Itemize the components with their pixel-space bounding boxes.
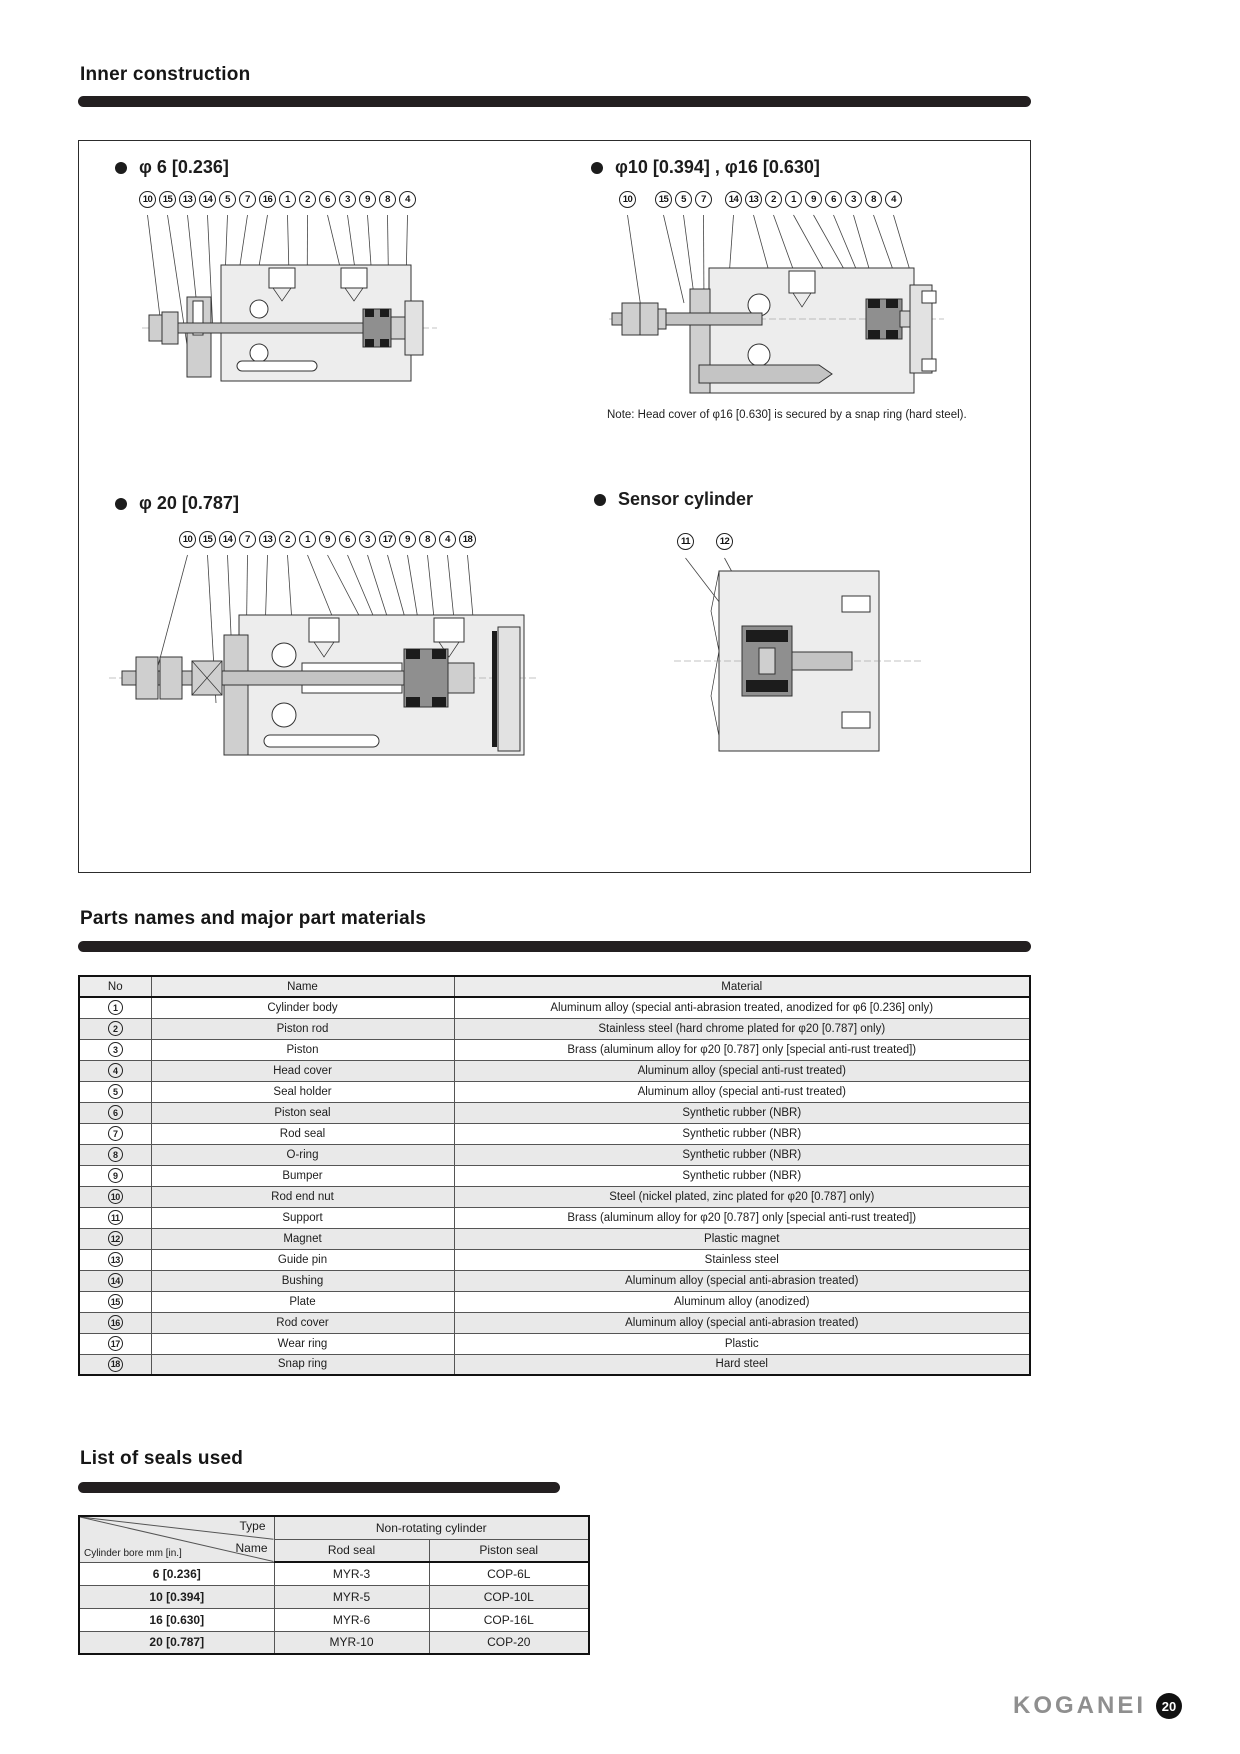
rod-seal-value: MYR-3 xyxy=(274,1562,429,1585)
callout-number: 15 xyxy=(655,191,672,208)
rod-seal-value: MYR-10 xyxy=(274,1631,429,1654)
callout-number: 4 xyxy=(439,531,456,548)
part-material: Synthetic rubber (NBR) xyxy=(454,1123,1030,1144)
part-number-cell xyxy=(79,1228,151,1249)
piston-seal-value: COP-6L xyxy=(429,1562,589,1585)
piston-seal-value: COP-10L xyxy=(429,1585,589,1608)
part-number: 7 xyxy=(108,1126,123,1141)
part-number: 16 xyxy=(108,1315,123,1330)
callout-number: 9 xyxy=(805,191,822,208)
callout-number: 18 xyxy=(459,531,476,548)
callout-number: 5 xyxy=(219,191,236,208)
callout-number: 14 xyxy=(219,531,236,548)
part-material: Aluminum alloy (special anti-rust treated) xyxy=(454,1081,1030,1102)
parts-table-header-row xyxy=(79,976,1030,997)
callout-number: 15 xyxy=(199,531,216,548)
callout-number: 10 xyxy=(619,191,636,208)
page-footer xyxy=(1013,1692,1182,1720)
table-row xyxy=(79,1123,1030,1144)
table-row xyxy=(79,1060,1030,1081)
inner-construction-box xyxy=(78,140,1031,873)
part-material: Plastic magnet xyxy=(454,1228,1030,1249)
callout-number: 10 xyxy=(179,531,196,548)
table-row xyxy=(79,1291,1030,1312)
part-number: 4 xyxy=(108,1063,123,1078)
callout-number: 13 xyxy=(259,531,276,548)
part-number-cell xyxy=(79,1144,151,1165)
part-name: Piston seal xyxy=(151,1102,454,1123)
part-number-cell xyxy=(79,1249,151,1270)
table-row xyxy=(79,1562,589,1585)
diagram-label-text: φ 20 [0.787] xyxy=(139,493,239,513)
callout-number: 4 xyxy=(399,191,416,208)
part-number: 12 xyxy=(108,1231,123,1246)
part-name: Bushing xyxy=(151,1270,454,1291)
callout-number: 1 xyxy=(299,531,316,548)
table-row xyxy=(79,1228,1030,1249)
part-name: Cylinder body xyxy=(151,997,454,1018)
part-number: 2 xyxy=(108,1021,123,1036)
table-row xyxy=(79,1186,1030,1207)
callout-row-sensor xyxy=(677,533,733,550)
callout-number: 8 xyxy=(865,191,882,208)
bullet-icon xyxy=(115,498,127,510)
part-number: 9 xyxy=(108,1168,123,1183)
callout-number: 9 xyxy=(399,531,416,548)
callout-number: 13 xyxy=(179,191,196,208)
column-header-name: Name xyxy=(151,976,454,997)
bullet-icon xyxy=(115,162,127,174)
cylinder-cross-section-phi20 xyxy=(104,553,544,783)
part-name: Magnet xyxy=(151,1228,454,1249)
callout-number: 2 xyxy=(299,191,316,208)
callout-number: 14 xyxy=(199,191,216,208)
parts-table-body xyxy=(79,997,1030,1375)
callout-number: 9 xyxy=(319,531,336,548)
seals-header-row-1 xyxy=(79,1516,589,1539)
callout-number: 3 xyxy=(359,531,376,548)
seals-table-body xyxy=(79,1562,589,1654)
part-name: Piston rod xyxy=(151,1018,454,1039)
part-material: Synthetic rubber (NBR) xyxy=(454,1102,1030,1123)
part-material: Aluminum alloy (special anti-rust treated) xyxy=(454,1060,1030,1081)
part-material: Synthetic rubber (NBR) xyxy=(454,1165,1030,1186)
part-number: 10 xyxy=(108,1189,123,1204)
cylinder-cross-section-phi6 xyxy=(137,213,442,393)
callout-number: 15 xyxy=(159,191,176,208)
rod-seal-value: MYR-6 xyxy=(274,1608,429,1631)
column-header-no: No xyxy=(79,976,151,997)
part-number-cell xyxy=(79,1039,151,1060)
piston-seal-value: COP-20 xyxy=(429,1631,589,1654)
table-row xyxy=(79,1585,589,1608)
callout-number: 4 xyxy=(885,191,902,208)
callout-number: 7 xyxy=(239,531,256,548)
diagram-label-text: φ 6 [0.236] xyxy=(139,157,229,177)
table-row xyxy=(79,1354,1030,1375)
table-row xyxy=(79,1165,1030,1186)
parts-section-title: Parts names and major part materials xyxy=(80,908,427,929)
table-row xyxy=(79,1631,589,1654)
part-material: Aluminum alloy (special anti-abrasion treated) xyxy=(454,1312,1030,1333)
part-material: Stainless steel xyxy=(454,1249,1030,1270)
callout-number: 17 xyxy=(379,531,396,548)
part-name: Rod cover xyxy=(151,1312,454,1333)
part-number-cell xyxy=(79,1333,151,1354)
part-name: O-ring xyxy=(151,1144,454,1165)
part-name: Plate xyxy=(151,1291,454,1312)
table-row xyxy=(79,1249,1030,1270)
part-name: Piston xyxy=(151,1039,454,1060)
part-number-cell xyxy=(79,1102,151,1123)
part-material: Aluminum alloy (anodized) xyxy=(454,1291,1030,1312)
cylinder-bore: 6 [0.236] xyxy=(79,1562,274,1585)
callout-number: 3 xyxy=(845,191,862,208)
table-row xyxy=(79,1207,1030,1228)
callout-number: 1 xyxy=(279,191,296,208)
callout-row-phi6 xyxy=(139,191,416,208)
part-number: 8 xyxy=(108,1147,123,1162)
callout-number: 1 xyxy=(785,191,802,208)
rod-seal-value: MYR-5 xyxy=(274,1585,429,1608)
part-name: Guide pin xyxy=(151,1249,454,1270)
part-number-cell xyxy=(79,1165,151,1186)
koganei-logo: KOGANEI xyxy=(1012,1692,1146,1719)
callout-number: 9 xyxy=(359,191,376,208)
section-rule xyxy=(78,1482,560,1493)
callout-number: 6 xyxy=(825,191,842,208)
part-number: 11 xyxy=(108,1210,123,1225)
group-header-non-rotating: Non-rotating cylinder xyxy=(274,1516,589,1539)
callout-number: 2 xyxy=(279,531,296,548)
part-number: 3 xyxy=(108,1042,123,1057)
corner-name-label: Name xyxy=(235,1541,268,1555)
part-name: Rod end nut xyxy=(151,1186,454,1207)
section-rule xyxy=(78,96,1031,107)
part-number-cell xyxy=(79,997,151,1018)
part-number-cell xyxy=(79,1270,151,1291)
part-number: 6 xyxy=(108,1105,123,1120)
callout-number: 13 xyxy=(745,191,762,208)
callout-number: 7 xyxy=(239,191,256,208)
cylinder-cross-section-phi10-16 xyxy=(604,213,949,408)
callout-row-phi10-16 xyxy=(619,191,902,208)
part-material: Aluminum alloy (special anti-abrasion treated, anodized for φ6 [0.236] only) xyxy=(454,997,1030,1018)
head-cover-note: Note: Head cover of φ16 [0.630] is secured by a snap ring (hard steel). xyxy=(607,409,967,421)
part-name: Support xyxy=(151,1207,454,1228)
part-name: Head cover xyxy=(151,1060,454,1081)
part-material: Aluminum alloy (special anti-abrasion treated) xyxy=(454,1270,1030,1291)
table-row xyxy=(79,1270,1030,1291)
part-name: Snap ring xyxy=(151,1354,454,1375)
table-row xyxy=(79,1102,1030,1123)
part-number-cell xyxy=(79,1060,151,1081)
column-header-rod-seal: Rod seal xyxy=(274,1539,429,1562)
table-row xyxy=(79,1608,589,1631)
part-material: Steel (nickel plated, zinc plated for φ20 [0.787] only) xyxy=(454,1186,1030,1207)
table-row xyxy=(79,1018,1030,1039)
table-row xyxy=(79,1312,1030,1333)
column-header-piston-seal: Piston seal xyxy=(429,1539,589,1562)
column-header-material: Material xyxy=(454,976,1030,997)
seals-section-title: List of seals used xyxy=(80,1448,244,1469)
bullet-icon xyxy=(594,494,606,506)
diagram-label-phi10-16 xyxy=(591,157,820,178)
diagram-label-phi6 xyxy=(115,157,229,178)
part-number-cell xyxy=(79,1291,151,1312)
part-number-cell xyxy=(79,1312,151,1333)
part-name: Wear ring xyxy=(151,1333,454,1354)
part-number: 15 xyxy=(108,1294,123,1309)
seals-table xyxy=(78,1515,590,1655)
callout-number: 12 xyxy=(716,533,733,550)
part-number-cell xyxy=(79,1081,151,1102)
part-material: Synthetic rubber (NBR) xyxy=(454,1144,1030,1165)
callout-number: 11 xyxy=(677,533,694,550)
callout-number: 2 xyxy=(765,191,782,208)
callout-number: 6 xyxy=(339,531,356,548)
part-number-cell xyxy=(79,1186,151,1207)
part-material: Plastic xyxy=(454,1333,1030,1354)
callout-number: 6 xyxy=(319,191,336,208)
part-number: 14 xyxy=(108,1273,123,1288)
callout-row-phi20 xyxy=(179,531,476,548)
corner-type-label: Type xyxy=(239,1519,266,1533)
table-row xyxy=(79,1333,1030,1354)
part-number: 13 xyxy=(108,1252,123,1267)
bullet-icon xyxy=(591,162,603,174)
diagonal-header-cell xyxy=(79,1516,274,1562)
callout-number: 7 xyxy=(695,191,712,208)
table-row xyxy=(79,1144,1030,1165)
part-material: Brass (aluminum alloy for φ20 [0.787] only [special anti-rust treated]) xyxy=(454,1207,1030,1228)
part-name: Seal holder xyxy=(151,1081,454,1102)
diagram-label-text: Sensor cylinder xyxy=(618,489,754,509)
sensor-cylinder-cross-section xyxy=(664,556,934,766)
part-number-cell xyxy=(79,1123,151,1144)
cylinder-bore: 16 [0.630] xyxy=(79,1608,274,1631)
part-name: Rod seal xyxy=(151,1123,454,1144)
part-material: Brass (aluminum alloy for φ20 [0.787] only [special anti-rust treated]) xyxy=(454,1039,1030,1060)
diagram-label-text: φ10 [0.394] , φ16 [0.630] xyxy=(615,157,820,177)
callout-number: 14 xyxy=(725,191,742,208)
cylinder-bore: 10 [0.394] xyxy=(79,1585,274,1608)
page-number-badge: 20 xyxy=(1156,1693,1182,1719)
callout-number: 8 xyxy=(419,531,436,548)
part-number-cell xyxy=(79,1354,151,1375)
part-number: 17 xyxy=(108,1336,123,1351)
callout-number: 8 xyxy=(379,191,396,208)
section-rule xyxy=(78,941,1031,952)
part-material: Stainless steel (hard chrome plated for φ20 [0.787] only) xyxy=(454,1018,1030,1039)
table-row xyxy=(79,997,1030,1018)
callout-number: 5 xyxy=(675,191,692,208)
parts-table xyxy=(78,975,1031,1376)
callout-number: 16 xyxy=(259,191,276,208)
part-material: Hard steel xyxy=(454,1354,1030,1375)
part-number: 1 xyxy=(108,1000,123,1015)
piston-seal-value: COP-16L xyxy=(429,1608,589,1631)
part-number-cell xyxy=(79,1018,151,1039)
corner-bore-label: Cylinder bore mm [in.] xyxy=(84,1547,182,1559)
part-number: 18 xyxy=(108,1357,123,1372)
diagram-label-sensor xyxy=(594,489,753,510)
part-name: Bumper xyxy=(151,1165,454,1186)
inner-construction-title: Inner construction xyxy=(80,64,251,85)
part-number: 5 xyxy=(108,1084,123,1099)
cylinder-bore: 20 [0.787] xyxy=(79,1631,274,1654)
callout-number: 10 xyxy=(139,191,156,208)
callout-number: 3 xyxy=(339,191,356,208)
table-row xyxy=(79,1039,1030,1060)
diagram-label-phi20 xyxy=(115,493,239,514)
table-row xyxy=(79,1081,1030,1102)
part-number-cell xyxy=(79,1207,151,1228)
